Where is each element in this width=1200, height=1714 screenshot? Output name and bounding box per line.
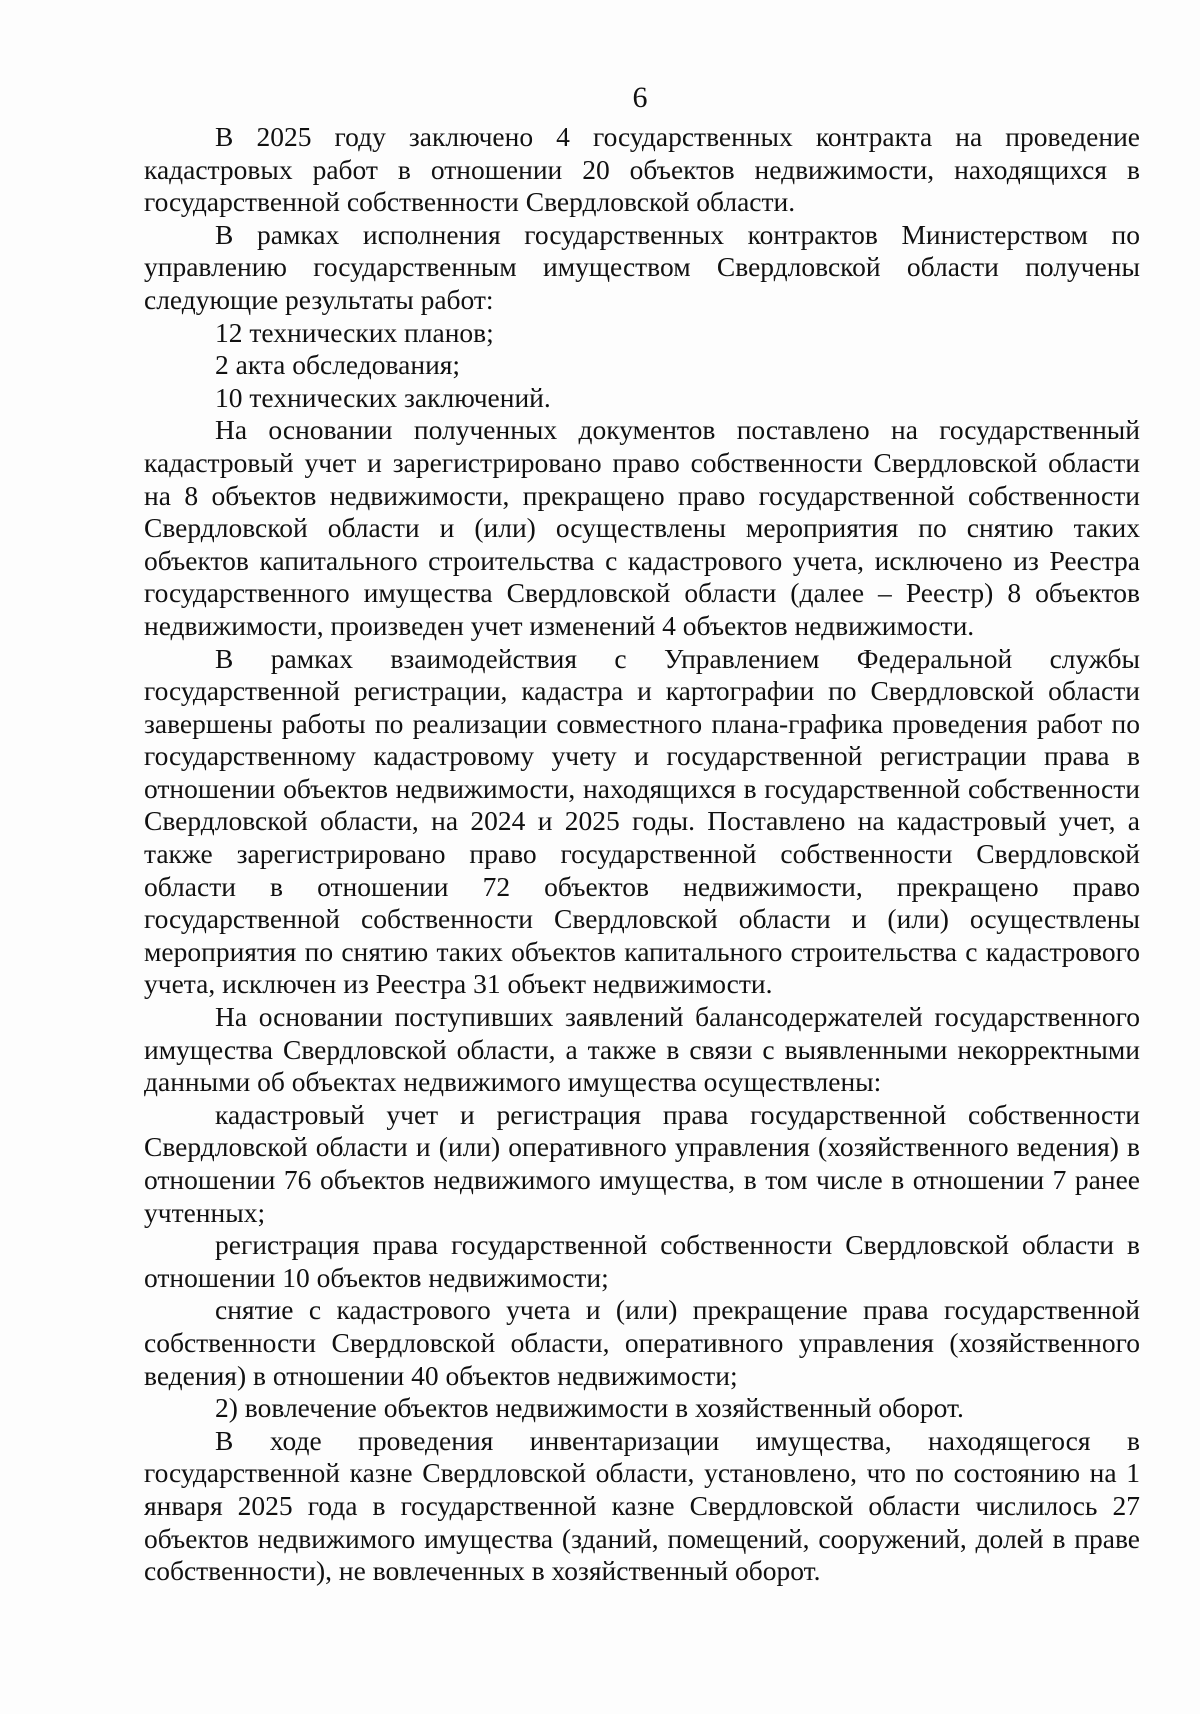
paragraph-registration-10: регистрация права государственной собственности Свердловской области в отношении 10 объектов недвижимости; — [144, 1229, 1140, 1293]
paragraph-registration-76: кадастровый учет и регистрация права государственной собственности Свердловской области и (или) оперативного управления (хозяйственного ведения) в отношении 76 объектов недвижимого имущества, в том числе в отношении 7 ранее учтенных; — [144, 1098, 1140, 1228]
document-body — [144, 121, 1140, 1588]
list-item-technical-conclusions: 10 технических заключений. — [215, 381, 551, 413]
list-item-inspection-acts: 2 акта обследования; — [215, 349, 461, 381]
paragraph-economic-turnover: 2) вовлечение объектов недвижимости в хозяйственный оборот. — [215, 1392, 964, 1424]
page-number: 6 — [632, 81, 648, 114]
paragraph-inventory: В ходе проведения инвентаризации имущества, находящегося в государственной казне Свердловской области, установлено, что по состоянию на 1 января 2025 года в государственной казне Свердловской области числилось 27 объектов недвижимого имущества (зданий, помещений, сооружений, долей в праве собственности), не вовлеченных в хозяйственный оборот. — [144, 1424, 1140, 1587]
paragraph-contracts: В 2025 году заключено 4 государственных контракта на проведение кадастровых работ в отношении 20 объектов недвижимости, находящихся в государственной собственности Свердловской области. — [144, 121, 1140, 218]
paragraph-rosreestr-cooperation: В рамках взаимодействия с Управлением Федеральной службы государственной регистрации, кадастра и картографии по Свердловской области завершены работы по реализации совместного плана-графика проведения работ по государственному кадастровому учету и государственной регистрации права в отношении объектов недвижимости, находящихся в государственной собственности Свердловской области, на 2024 и 2025 годы. Поставлено на кадастровый учет, а также зарегистрировано право государственной собственности Свердловской области в отношении 72 объектов недвижимости, прекращено право государственной собственности Свердловской области и (или) осуществлены мероприятия по снятию таких объектов капитального строительства с кадастрового учета, исключен из Реестра 31 объект недвижимости. — [144, 642, 1140, 1000]
paragraph-work-results: В рамках исполнения государственных контрактов Министерством по управлению государственным имуществом Свердловской области получены следующие результаты работ: — [144, 218, 1140, 315]
paragraph-deregistration-40: снятие с кадастрового учета и (или) прекращение права государственной собственности Свердловской области, оперативного управления (хозяйственного ведения) в отношении 40 объектов недвижимости; — [144, 1294, 1140, 1391]
paragraph-balance-holders: На основании поступивших заявлений балансодержателей государственного имущества Свердловской области, а также в связи с выявленными некорректными данными об объектах недвижимого имущества осуществлены: — [144, 1001, 1140, 1098]
list-item-technical-plans: 12 технических планов; — [215, 316, 494, 348]
paragraph-cadastral-registration: На основании полученных документов поставлено на государственный кадастровый учет и зарегистрировано право собственности Свердловской области на 8 объектов недвижимости, прекращено право государственной собственности Свердловской области и (или) осуществлены мероприятия по снятию таких объектов капитального строительства с кадастрового учета, исключено из Реестра государственного имущества Свердловской области (далее – Реестр) 8 объектов недвижимости, произведен учет изменений 4 объектов недвижимости. — [144, 414, 1140, 641]
